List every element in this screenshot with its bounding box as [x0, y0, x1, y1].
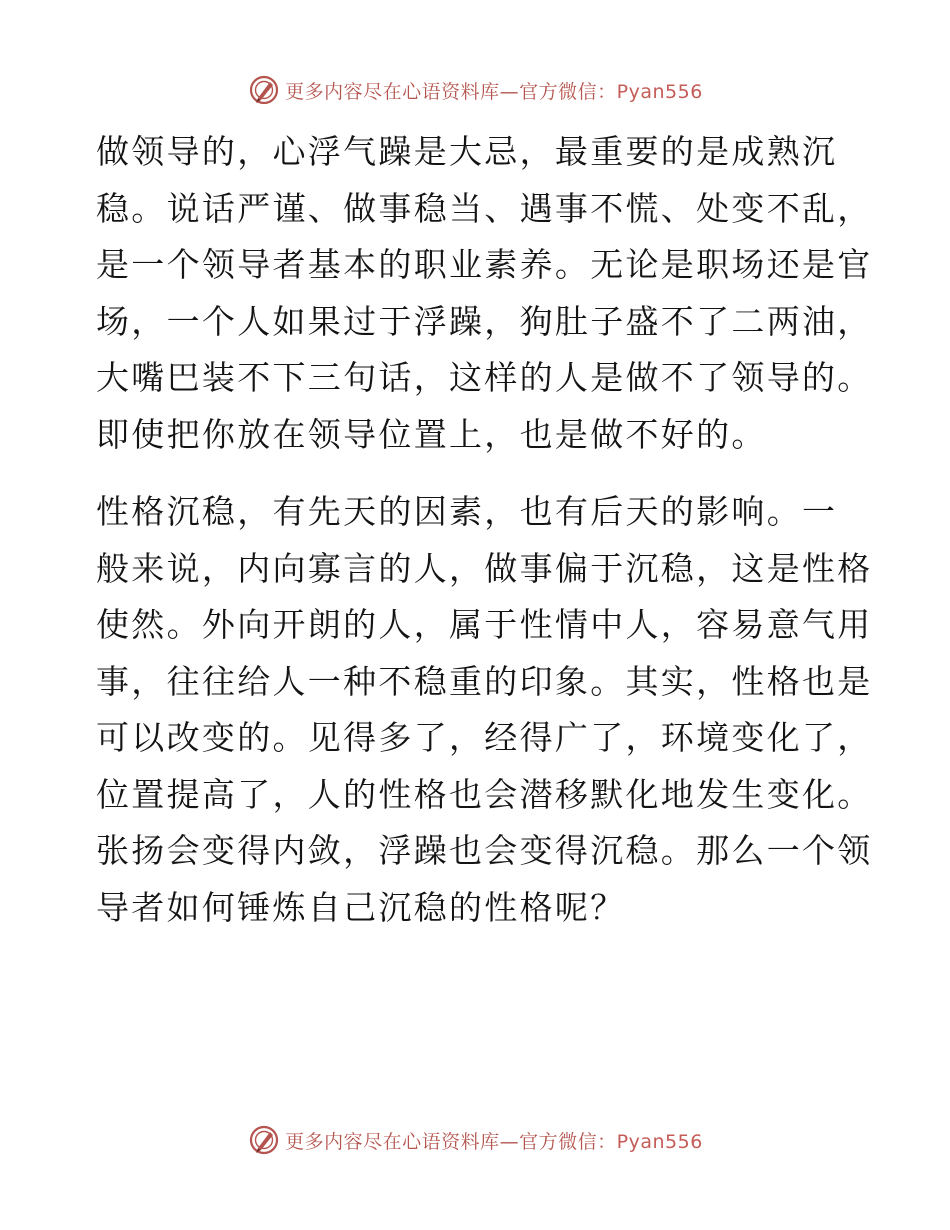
text-line: 性格沉稳，有先天的因素，也有后天的影响。一 [96, 492, 838, 531]
text-line: 稳。说话严谨、做事稳当、遇事不慌、处变不乱， [96, 188, 873, 228]
text-line: 位置提高了，人的性格也会潜移默化地发生变化。 [96, 774, 873, 814]
text-line: 是一个领导者基本的职业素养。无论是职场还是官 [96, 245, 873, 284]
banner-label: 更多内容尽在心语资料库—官方微信： [285, 80, 617, 103]
footer-banner [0, 1120, 950, 1160]
paragraph-2 [96, 484, 873, 936]
text-line: 张扬会变得内敛，浮躁也会变得沉稳。那么一个领 [96, 831, 873, 870]
text-line: 般来说，内向寡言的人，做事偏于沉稳，这是性格 [96, 548, 873, 588]
document-body [96, 124, 873, 936]
text-line: 场，一个人如果过于浮躁，狗肚子盛不了二两油， [96, 301, 873, 341]
text-line: 事，往往给人一种不稳重的印象。其实，性格也是 [96, 661, 873, 701]
text-line: 可以改变的。见得多了，经得广了，环境变化了， [96, 718, 873, 757]
wechat-id: Pyan556 [616, 1130, 703, 1153]
pen-logo-icon [247, 1123, 281, 1157]
text-line: 即使把你放在领导位置上，也是做不好的。 [96, 414, 767, 454]
text-line: 做领导的，心浮气躁是大忌，最重要的是成熟沉 [96, 132, 838, 171]
text-line: 大嘴巴装不下三句话，这样的人是做不了领导的。 [96, 358, 873, 397]
wechat-id: Pyan556 [616, 80, 703, 103]
paragraph-1 [96, 124, 873, 463]
banner-text [285, 1127, 703, 1154]
banner-text [285, 77, 703, 104]
text-line: 导者如何锤炼自己沉稳的性格呢？ [96, 887, 626, 927]
banner-label: 更多内容尽在心语资料库—官方微信： [285, 1130, 617, 1153]
text-line: 使然。外向开朗的人，属于性情中人，容易意气用 [96, 605, 873, 644]
header-banner [0, 70, 950, 110]
pen-logo-icon [247, 73, 281, 107]
